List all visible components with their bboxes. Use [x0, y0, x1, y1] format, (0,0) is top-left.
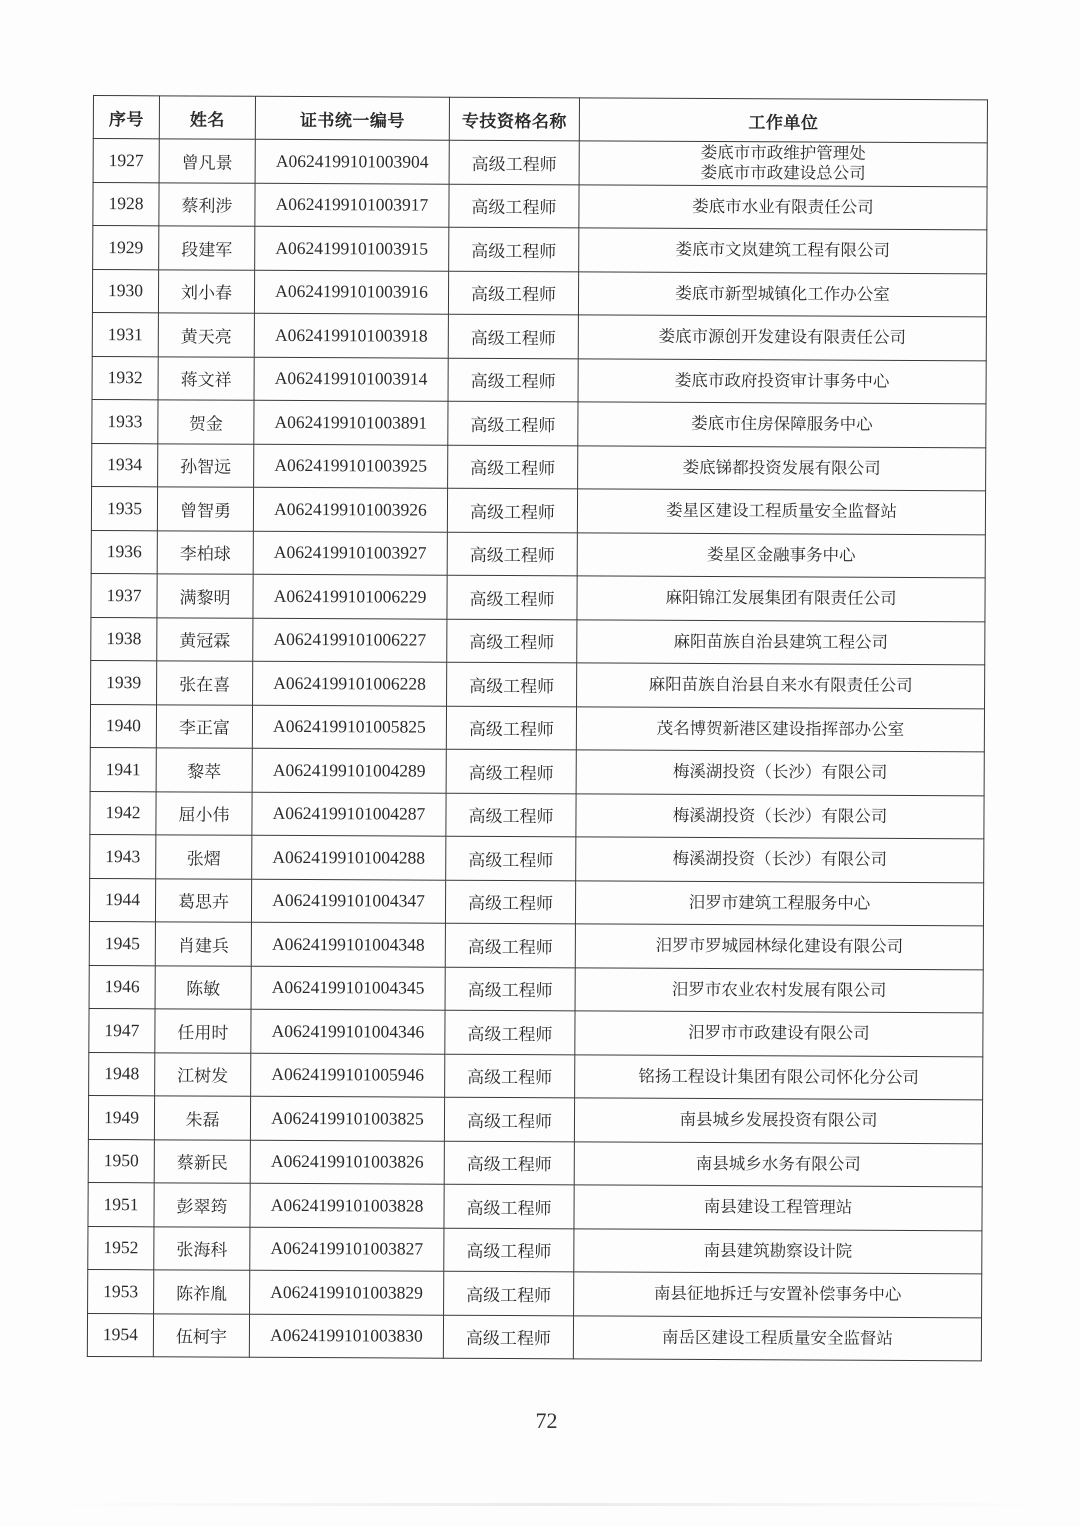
cell-qualification-title: 高级工程师 [447, 575, 577, 619]
cell-work-unit [578, 315, 986, 360]
work-unit-line: 麻阳苗族自治县建筑工程公司 [673, 631, 889, 652]
table-row [91, 486, 985, 534]
cell-serial-number: 1936 [91, 530, 157, 574]
cell-work-unit [575, 880, 983, 925]
table-row [92, 269, 986, 317]
work-unit-line: 娄底市政府投资审计事务中心 [674, 370, 890, 391]
cell-certificate-number: A0624199101003917 [255, 183, 449, 227]
cell-certificate-number: A0624199101003915 [255, 226, 449, 270]
cell-work-unit [579, 184, 987, 229]
table-row [89, 965, 983, 1013]
cell-work-unit [575, 924, 983, 969]
work-unit-line: 娄底市源创开发建设有限责任公司 [658, 327, 907, 348]
cell-work-unit [577, 532, 985, 577]
work-unit-line: 娄星区金融事务中心 [706, 544, 856, 565]
cell-serial-number: 1953 [88, 1269, 154, 1313]
cell-work-unit [579, 228, 987, 273]
cell-work-unit [576, 793, 984, 838]
cell-work-unit [576, 706, 984, 751]
cell-work-unit [577, 489, 985, 534]
cell-qualification-title: 高级工程师 [449, 184, 579, 228]
cell-work-unit [578, 271, 986, 316]
cell-serial-number: 1931 [92, 312, 158, 356]
table-row [92, 399, 986, 447]
cell-name: 伍柯宇 [153, 1313, 249, 1357]
table-header [93, 96, 987, 143]
work-unit-line: 娄底市水业有限责任公司 [692, 196, 874, 217]
cell-qualification-title: 高级工程师 [449, 140, 579, 184]
cell-serial-number: 1934 [92, 443, 158, 487]
cell-qualification-title: 高级工程师 [445, 880, 575, 924]
table-row [93, 182, 987, 230]
cell-serial-number: 1944 [89, 878, 155, 922]
cell-qualification-title: 高级工程师 [444, 1271, 574, 1315]
header-serial-number: 序号 [93, 96, 159, 139]
cell-name: 张海科 [154, 1226, 250, 1270]
cell-name: 陈祚胤 [154, 1270, 250, 1314]
cell-serial-number: 1943 [90, 834, 156, 878]
cell-name: 蒋文祥 [158, 356, 254, 400]
cell-serial-number: 1952 [88, 1226, 154, 1270]
cell-certificate-number: A0624199101004345 [251, 966, 445, 1010]
table-row [90, 834, 984, 882]
cell-serial-number: 1928 [93, 182, 159, 226]
qualification-table [87, 95, 988, 1361]
cell-name: 蔡新民 [154, 1139, 250, 1183]
table-row [90, 791, 984, 839]
cell-work-unit [578, 445, 986, 490]
table-row [87, 1313, 981, 1361]
cell-certificate-number: A0624199101006227 [253, 618, 447, 662]
cell-qualification-title: 高级工程师 [448, 271, 578, 315]
cell-qualification-title: 高级工程师 [447, 532, 577, 576]
work-unit-line: 南岳区建设工程质量安全监督站 [661, 1327, 893, 1348]
cell-qualification-title: 高级工程师 [444, 1228, 574, 1272]
table-row [88, 1095, 982, 1143]
cell-serial-number: 1933 [92, 399, 158, 443]
cell-qualification-title: 高级工程师 [443, 1315, 573, 1359]
cell-serial-number: 1942 [90, 791, 156, 835]
cell-certificate-number: A0624199101006229 [253, 574, 447, 618]
cell-name: 陈敏 [155, 965, 251, 1009]
cell-serial-number: 1949 [88, 1095, 154, 1139]
table-row [92, 443, 986, 491]
work-unit-line: 南县城乡发展投资有限公司 [679, 1110, 878, 1131]
cell-certificate-number: A0624199101003914 [254, 357, 448, 401]
table-row [92, 312, 986, 360]
cell-serial-number: 1941 [90, 747, 156, 791]
cell-name: 黎萃 [156, 748, 252, 792]
page-number: 72 [535, 1408, 558, 1433]
work-unit-line: 汨罗市市政建设有限公司 [688, 1023, 870, 1044]
cell-work-unit [574, 1228, 982, 1273]
cell-certificate-number: A0624199101003918 [254, 313, 448, 357]
cell-certificate-number: A0624199101003829 [250, 1270, 444, 1314]
cell-certificate-number: A0624199101005825 [252, 705, 446, 749]
cell-serial-number: 1930 [92, 269, 158, 313]
cell-qualification-title: 高级工程师 [446, 793, 576, 837]
table-row [90, 747, 984, 795]
cell-certificate-number: A0624199101003925 [254, 444, 448, 488]
cell-work-unit [578, 402, 986, 447]
table-row [91, 573, 985, 621]
cell-name: 李柏球 [157, 530, 253, 574]
cell-serial-number: 1938 [91, 617, 157, 661]
cell-work-unit [577, 576, 985, 621]
cell-certificate-number: A0624199101004347 [251, 879, 445, 923]
cell-certificate-number: A0624199101003825 [250, 1096, 444, 1140]
cell-qualification-title: 高级工程师 [446, 749, 576, 793]
cell-qualification-title: 高级工程师 [444, 1097, 574, 1141]
scan-edge-shadow [60, 1503, 1040, 1506]
work-unit-line: 麻阳锦江发展集团有限责任公司 [665, 588, 897, 609]
work-unit-line: 南县建设工程管理站 [703, 1197, 853, 1217]
cell-name: 彭翠筠 [154, 1183, 250, 1227]
cell-certificate-number: A0624199101003828 [250, 1183, 444, 1227]
work-unit-line: 娄底锑都投资发展有限公司 [682, 457, 881, 478]
work-unit-line: 茂名博贺新港区建设指挥部办公室 [656, 718, 905, 739]
table-body [87, 139, 987, 1361]
cell-qualification-title: 高级工程师 [447, 662, 577, 706]
work-unit-line: 梅溪湖投资（长沙）有限公司 [672, 762, 888, 783]
cell-serial-number: 1946 [89, 965, 155, 1009]
cell-work-unit [577, 619, 985, 664]
work-unit-line: 麻阳苗族自治县自来水有限责任公司 [648, 674, 913, 696]
cell-work-unit [575, 1011, 983, 1056]
work-unit-line: 娄底市市政建设总公司 [700, 163, 866, 184]
table-row [89, 921, 983, 969]
cell-qualification-title: 高级工程师 [448, 314, 578, 358]
cell-certificate-number: A0624199101004287 [252, 792, 446, 836]
cell-serial-number: 1948 [89, 1052, 155, 1096]
cell-work-unit [574, 1272, 982, 1317]
cell-name: 江树发 [155, 1052, 251, 1096]
table-row [93, 139, 987, 187]
cell-certificate-number: A0624199101003926 [253, 487, 447, 531]
cell-name: 满黎明 [157, 574, 253, 618]
table-row [88, 1226, 982, 1274]
cell-serial-number: 1954 [87, 1313, 153, 1357]
table-row [91, 617, 985, 665]
table-row [89, 878, 983, 926]
cell-serial-number: 1929 [93, 226, 159, 270]
cell-certificate-number: A0624199101003830 [249, 1314, 443, 1358]
qualification-table-wrapper [87, 95, 987, 1361]
cell-serial-number: 1937 [91, 573, 157, 617]
cell-certificate-number: A0624199101003891 [254, 400, 448, 444]
work-unit-line: 梅溪湖投资（长沙）有限公司 [672, 849, 888, 870]
cell-qualification-title: 高级工程师 [445, 923, 575, 967]
cell-qualification-title: 高级工程师 [448, 358, 578, 402]
work-unit-line: 娄底市新型城镇化工作办公室 [675, 283, 890, 304]
table-row [88, 1269, 982, 1317]
cell-serial-number: 1945 [89, 921, 155, 965]
cell-work-unit [577, 663, 985, 708]
cell-qualification-title: 高级工程师 [445, 1054, 575, 1098]
cell-certificate-number: A0624199101003826 [250, 1140, 444, 1184]
cell-qualification-title: 高级工程师 [445, 1010, 575, 1054]
cell-name: 任用时 [155, 1009, 251, 1053]
cell-work-unit [576, 837, 984, 882]
table-row [91, 530, 985, 578]
header-row [93, 96, 987, 143]
header-work-unit: 工作单位 [579, 98, 987, 143]
cell-name: 屈小伟 [156, 791, 252, 835]
work-unit-line: 娄底市市政维护管理处 [700, 143, 866, 164]
cell-certificate-number: A0624199101004288 [252, 835, 446, 879]
table-row [88, 1139, 982, 1187]
cell-name: 曾智勇 [157, 487, 253, 531]
table-row [92, 356, 986, 404]
work-unit-line: 娄星区建设工程质量安全监督站 [665, 501, 898, 522]
table-row [89, 1008, 983, 1056]
work-unit-line: 汨罗市建筑工程服务中心 [688, 892, 871, 913]
cell-name: 张熠 [156, 835, 252, 879]
cell-serial-number: 1950 [88, 1139, 154, 1183]
cell-qualification-title: 高级工程师 [445, 967, 575, 1011]
work-unit-line: 南县建筑勘察设计院 [703, 1240, 853, 1261]
work-unit-line: 汨罗市罗城园林绿化建设有限公司 [655, 936, 904, 957]
cell-certificate-number: A0624199101003927 [253, 531, 447, 575]
cell-name: 葛思卉 [155, 878, 251, 922]
cell-name: 张在喜 [157, 661, 253, 705]
cell-certificate-number: A0624199101003916 [254, 270, 448, 314]
cell-name: 曾凡景 [159, 139, 255, 183]
cell-qualification-title: 高级工程师 [448, 445, 578, 489]
table-row [89, 1052, 983, 1100]
cell-serial-number: 1951 [88, 1182, 154, 1226]
cell-qualification-title: 高级工程师 [446, 706, 576, 750]
cell-work-unit [573, 1315, 981, 1360]
cell-name: 肖建兵 [155, 922, 251, 966]
cell-qualification-title: 高级工程师 [448, 401, 578, 445]
cell-work-unit [574, 1185, 982, 1230]
cell-serial-number: 1939 [91, 660, 157, 704]
work-unit-line: 汨罗市农业农村发展有限公司 [671, 979, 887, 1000]
table-row [90, 704, 984, 752]
cell-serial-number: 1947 [89, 1008, 155, 1052]
cell-qualification-title: 高级工程师 [447, 488, 577, 532]
cell-name: 朱磊 [154, 1096, 250, 1140]
cell-name: 蔡利涉 [159, 182, 255, 226]
cell-name: 黄冠霖 [157, 617, 253, 661]
cell-certificate-number: A0624199101005946 [251, 1053, 445, 1097]
cell-certificate-number: A0624199101003827 [250, 1227, 444, 1271]
cell-work-unit [574, 1098, 982, 1143]
work-unit-line: 南县城乡水务有限公司 [695, 1153, 861, 1174]
cell-qualification-title: 高级工程师 [444, 1184, 574, 1228]
cell-name: 贺金 [158, 400, 254, 444]
cell-qualification-title: 高级工程师 [444, 1141, 574, 1185]
cell-qualification-title: 高级工程师 [446, 836, 576, 880]
table-row [88, 1182, 982, 1230]
cell-name: 李正富 [156, 704, 252, 748]
header-qualification-title: 专技资格名称 [449, 97, 579, 141]
work-unit-line: 梅溪湖投资（长沙）有限公司 [672, 805, 888, 826]
cell-serial-number: 1940 [90, 704, 156, 748]
cell-work-unit [575, 967, 983, 1012]
table-row [93, 226, 987, 274]
work-unit-line: 娄底市住房保障服务中心 [691, 414, 873, 435]
cell-work-unit [574, 1141, 982, 1186]
header-name: 姓名 [159, 96, 255, 139]
cell-serial-number: 1932 [92, 356, 158, 400]
cell-certificate-number: A0624199101004348 [251, 922, 445, 966]
cell-work-unit [576, 750, 984, 795]
cell-name: 孙智远 [158, 443, 254, 487]
cell-name: 刘小春 [158, 269, 254, 313]
header-certificate-number: 证书统一编号 [255, 96, 449, 140]
table-row [91, 660, 985, 708]
cell-certificate-number: A0624199101006228 [253, 661, 447, 705]
cell-name: 黄天亮 [158, 313, 254, 357]
cell-certificate-number: A0624199101003904 [255, 139, 449, 183]
cell-qualification-title: 高级工程师 [447, 619, 577, 663]
cell-work-unit [578, 358, 986, 403]
cell-serial-number: 1935 [91, 486, 157, 530]
work-unit-line: 娄底市文岚建筑工程有限公司 [675, 240, 891, 261]
cell-work-unit [575, 1054, 983, 1099]
cell-serial-number: 1927 [93, 139, 159, 183]
cell-certificate-number: A0624199101004289 [252, 748, 446, 792]
work-unit-line: 南县征地拆迁与安置补偿事务中心 [653, 1284, 902, 1305]
work-unit-line: 铭扬工程设计集团有限公司怀化分公司 [638, 1066, 920, 1087]
cell-work-unit [579, 141, 987, 186]
cell-qualification-title: 高级工程师 [449, 227, 579, 271]
cell-name: 段建军 [159, 226, 255, 270]
cell-certificate-number: A0624199101004346 [251, 1009, 445, 1053]
